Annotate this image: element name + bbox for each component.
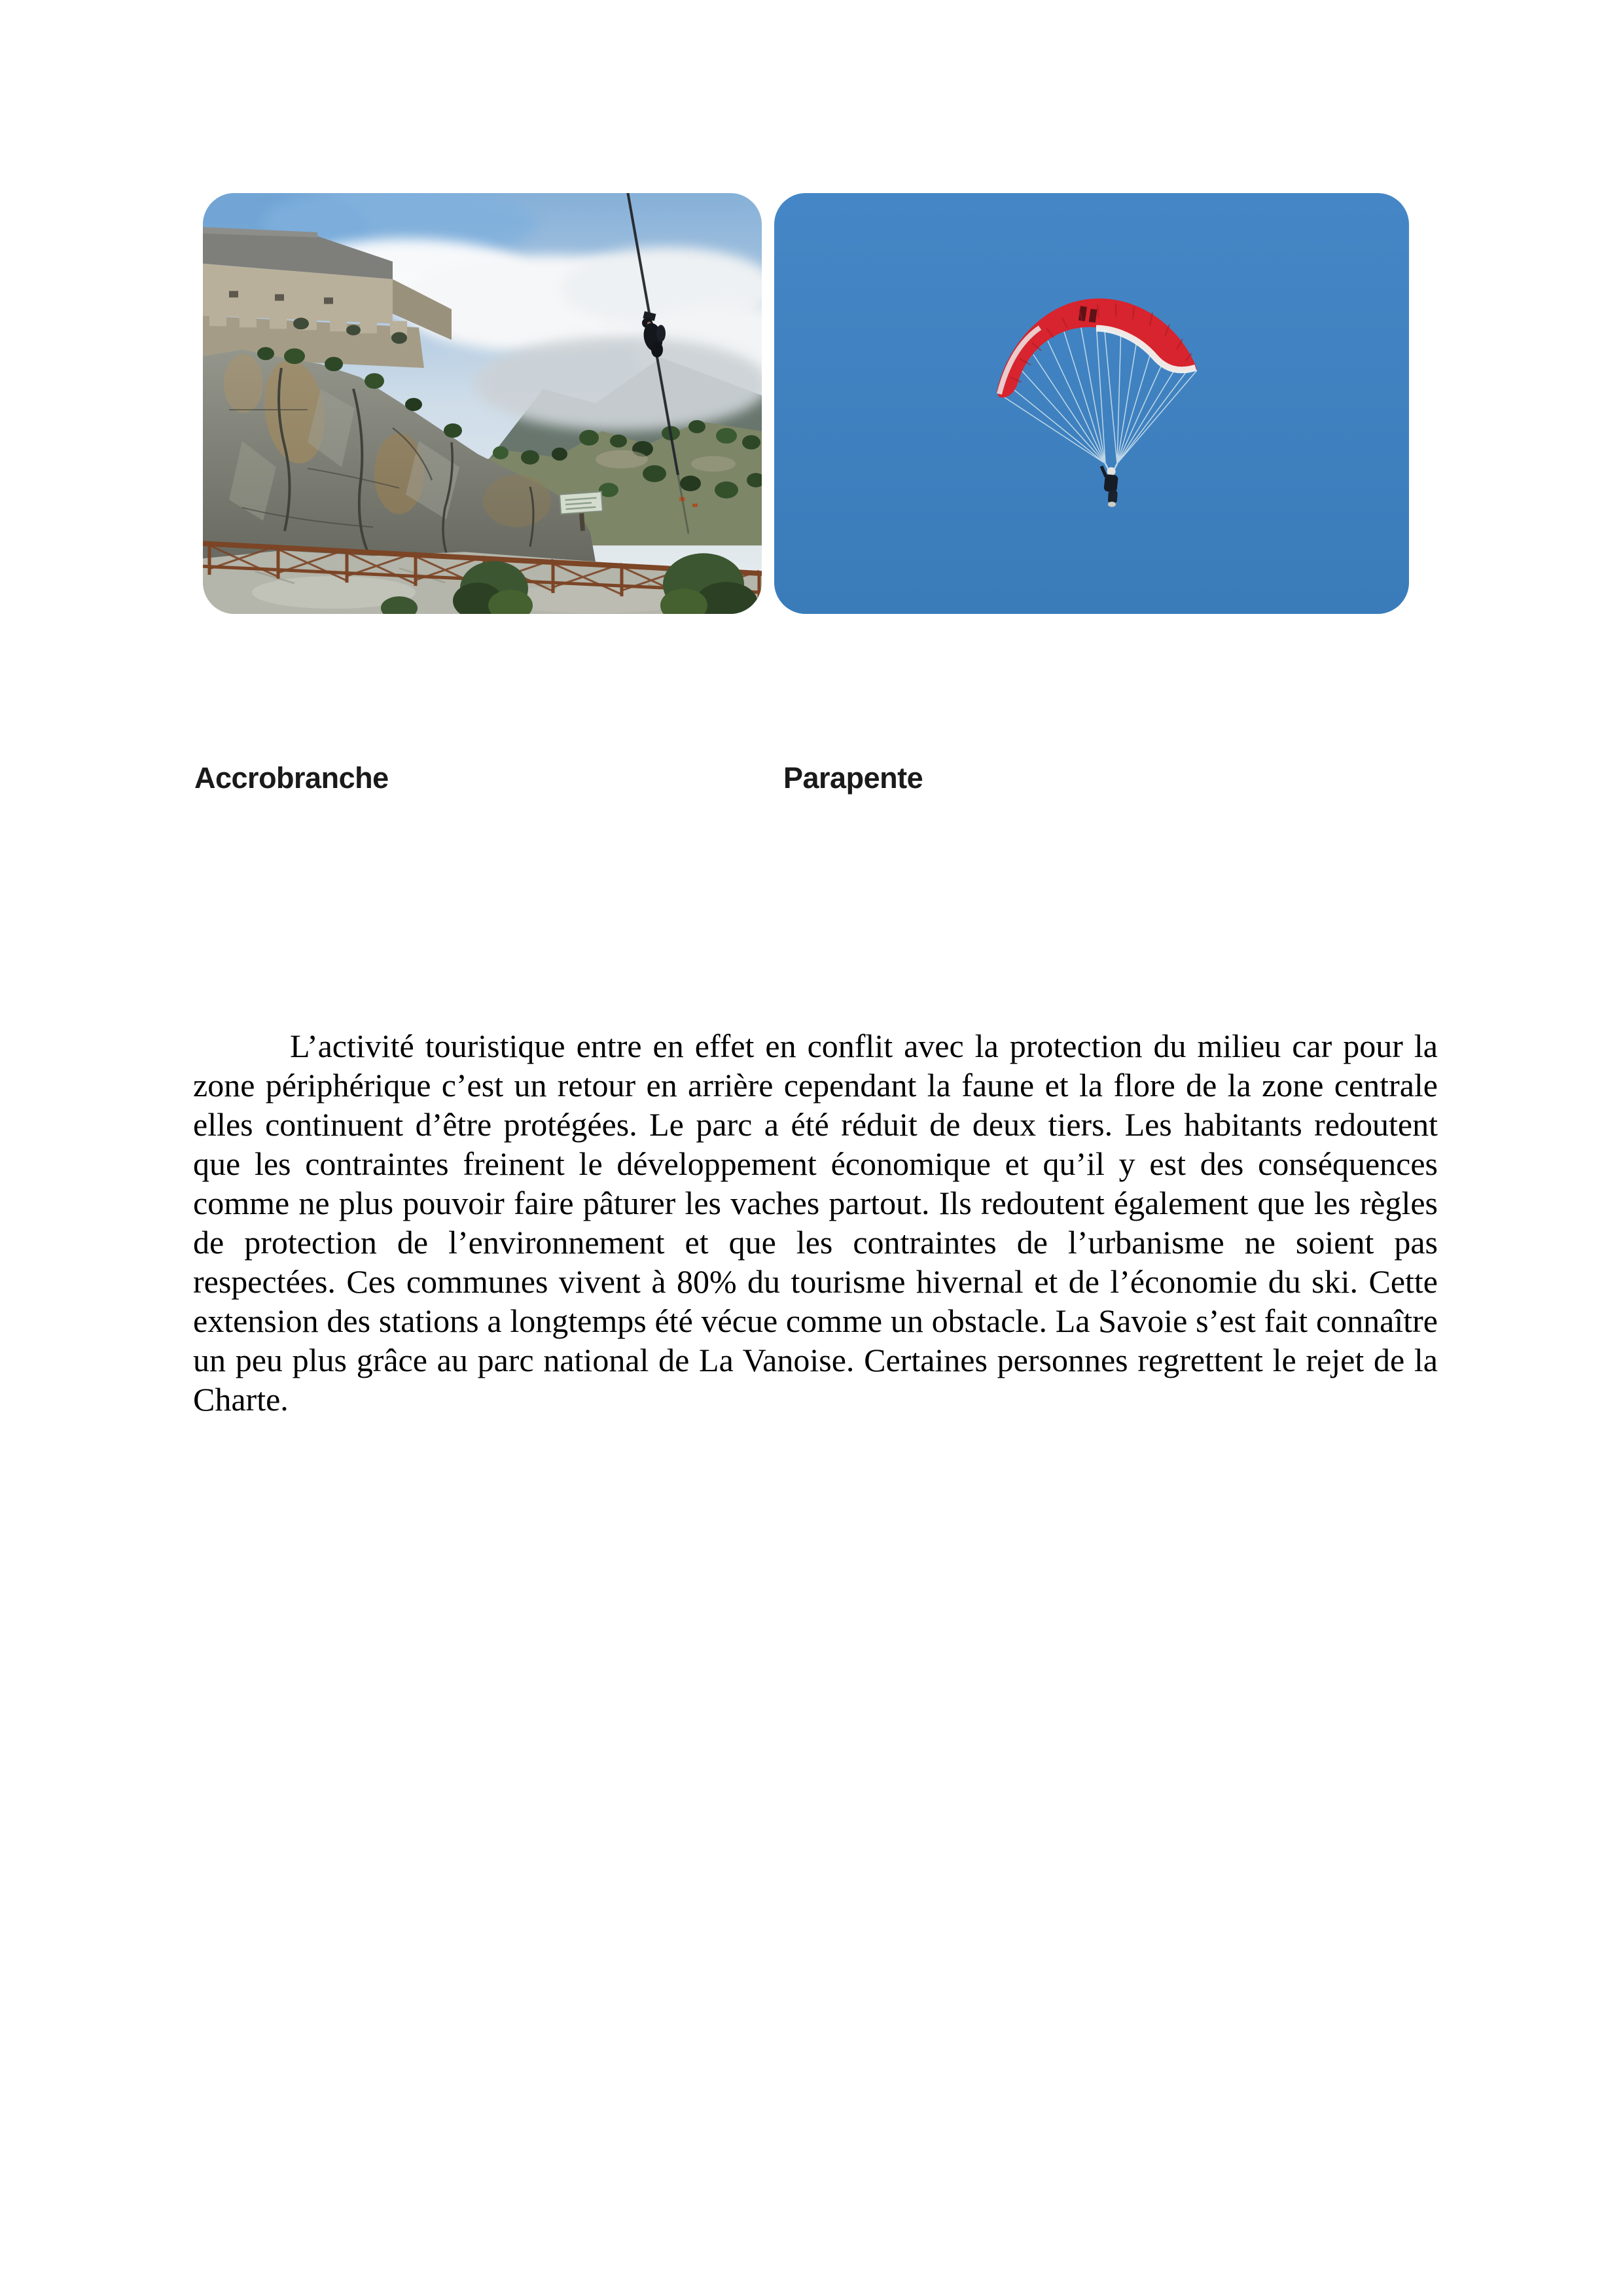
blue-sky — [774, 193, 1409, 614]
caption-parapente: Parapente — [783, 761, 923, 795]
caption-accrobranche: Accrobranche — [194, 761, 389, 795]
accrobranche-illustration — [203, 193, 762, 614]
accrobranche-photo — [203, 193, 762, 614]
parapente-photo — [774, 193, 1409, 614]
parapente-illustration — [774, 193, 1409, 614]
body-paragraph: L’activité touristique entre en effet en conflit avec la protection du milieu car pour la zone périphérique c’est un retour en arrière cependant la faune et la flore de la zone centrale elles continuent d’être protégées. Le parc a été réduit de deux tiers. Les habitants redoutent que les contraintes freinent le développement économique et qu’il y est des conséquences comme ne plus pouvoir faire pâturer les vaches partout. Ils redoutent également que les règles de protection de l’environnement et que les contraintes de l’urbanisme ne soient pas respectées. Ces communes vivent à 80% du tourisme hivernal et de l’économie du ski. Cette extension des stations a longtemps été vécue comme un obstacle. La Savoie s’est fait connaître un peu plus grâce au parc national de La Vanoise. Certaines personnes regrettent le rejet de la Charte. — [193, 1028, 1438, 1418]
